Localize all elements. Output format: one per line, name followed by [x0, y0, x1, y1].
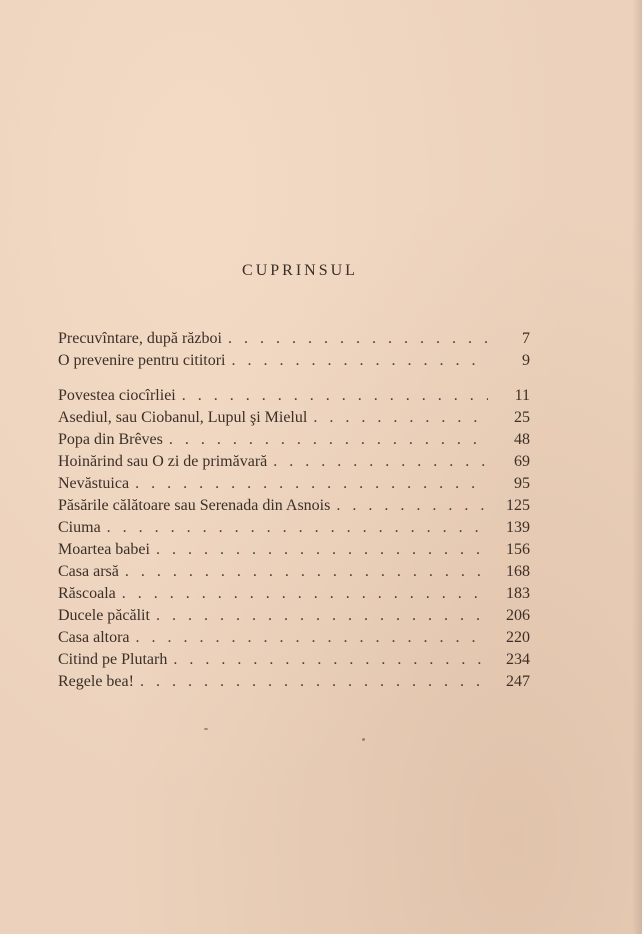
- toc-page-number: 247: [506, 673, 530, 690]
- dot-leader: [228, 328, 488, 350]
- dot-leader: [273, 451, 488, 473]
- toc-entry: [58, 605, 530, 627]
- toc-entry-title: Hoinărind sau O zi de primăvară: [58, 453, 268, 470]
- toc-entry: [58, 473, 530, 495]
- dot-leader: [169, 429, 488, 451]
- section-gap: [58, 372, 530, 385]
- toc-entry: [58, 539, 530, 561]
- dot-leader: [156, 605, 488, 627]
- toc-entry: [58, 495, 530, 517]
- dot-leader: [140, 671, 488, 693]
- toc-entry: [58, 671, 530, 693]
- toc-entry-title: Ciuma: [58, 519, 101, 536]
- toc-entry: [58, 583, 530, 605]
- dot-leader: [122, 583, 488, 605]
- dot-leader: [336, 495, 488, 517]
- toc-entry-title: Răscoala: [58, 585, 116, 602]
- toc-page-number: 11: [514, 387, 530, 404]
- toc-page-number: 69: [514, 453, 530, 470]
- toc-entry: [58, 385, 530, 407]
- toc-page-number: 220: [506, 629, 530, 646]
- toc-entry: [58, 517, 530, 539]
- dot-leader: [136, 627, 488, 649]
- dot-leader: [125, 561, 488, 583]
- toc-page-number: 9: [522, 352, 530, 369]
- toc-page-number: 48: [514, 431, 530, 448]
- paper-speck: [204, 728, 208, 730]
- toc-entry-title: Moartea babei: [58, 541, 150, 558]
- dot-leader: [313, 407, 488, 429]
- toc-page-number: 25: [514, 409, 530, 426]
- page-title: CUPRINSUL: [242, 262, 358, 279]
- toc-entry-title: Precuvîntare, după război: [58, 330, 222, 347]
- toc-entry-title: Ducele păcălit: [58, 607, 150, 624]
- toc-page-number: 156: [506, 541, 530, 558]
- toc-entry-title: Păsările călătoare sau Serenada din Asnois: [58, 497, 331, 514]
- toc-entry: [58, 350, 530, 372]
- toc-page-number: 168: [506, 563, 530, 580]
- toc-entry-title: Casa altora: [58, 629, 130, 646]
- toc-page-number: 183: [506, 585, 530, 602]
- page-edge-shadow: [632, 0, 642, 934]
- dot-leader: [156, 539, 488, 561]
- toc-entry: [58, 561, 530, 583]
- dot-leader: [107, 517, 488, 539]
- toc-entry-title: Regele bea!: [58, 673, 134, 690]
- toc-entry-title: Citind pe Plutarh: [58, 651, 168, 668]
- toc-entry-title: Casa arsă: [58, 563, 119, 580]
- dot-leader: [232, 350, 489, 372]
- toc-entry: [58, 627, 530, 649]
- dot-leader: [182, 385, 488, 407]
- toc-page-number: 7: [522, 330, 530, 347]
- toc-entry-title: O prevenire pentru cititori: [58, 352, 226, 369]
- toc-entry: [58, 407, 530, 429]
- toc-page-number: 139: [506, 519, 530, 536]
- toc-entry-title: Asediul, sau Ciobanul, Lupul şi Mielul: [58, 409, 308, 426]
- toc-entry-title: Povestea ciocîrliei: [58, 387, 176, 404]
- dot-leader: [173, 649, 488, 671]
- table-of-contents: [58, 328, 530, 693]
- toc-entry-title: Popa din Brêves: [58, 431, 163, 448]
- dot-leader: [135, 473, 488, 495]
- toc-entry: [58, 451, 530, 473]
- toc-entry: [58, 328, 530, 350]
- toc-entry: [58, 649, 530, 671]
- toc-page-number: 95: [514, 475, 530, 492]
- toc-entry: [58, 429, 530, 451]
- paper-speck: [362, 738, 365, 741]
- toc-page-number: 125: [506, 497, 530, 514]
- toc-page-number: 234: [506, 651, 530, 668]
- toc-page-number: 206: [506, 607, 530, 624]
- toc-entry-title: Nevăstuica: [58, 475, 130, 492]
